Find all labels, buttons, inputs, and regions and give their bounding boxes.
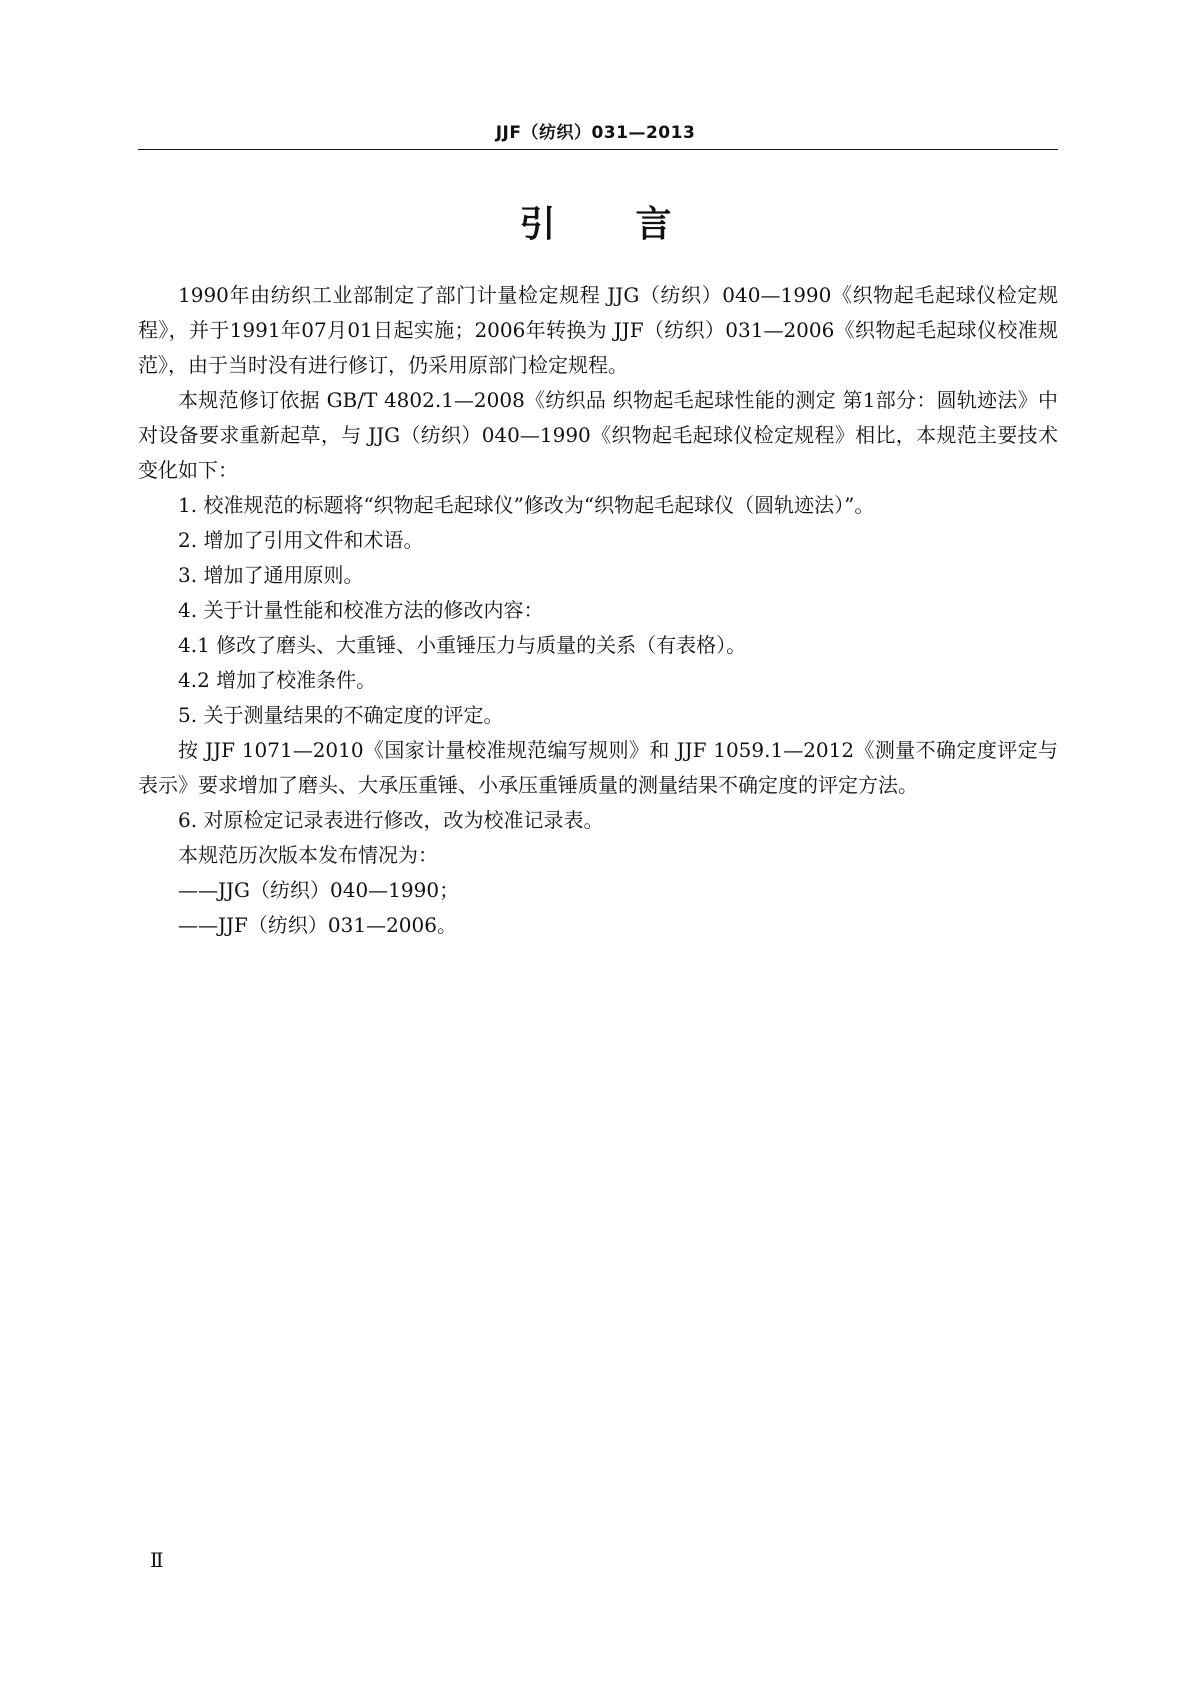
- page-number: Ⅱ: [150, 1548, 164, 1572]
- paragraph: 4.2 增加了校准条件。: [178, 668, 377, 692]
- paragraph: 本规范历次版本发布情况为：: [178, 843, 438, 867]
- list-item: ——JJF（纺织）031—2006。: [178, 913, 457, 937]
- paragraph: 本规范修订依据 GB/T 4802.1—2008《纺织品 织物起毛起球性能的测定 第1部分：圆轨迹法》中对设备要求重新起草，与 JJG（纺织）040—1990《织物起毛起球仪检定规程》相比，本规范主要技术变化如下：: [138, 388, 1058, 482]
- list-item: ——JJG（纺织）040—1990；: [178, 878, 460, 902]
- paragraph: 4.1 修改了磨头、大重锤、小重锤压力与质量的关系（有表格）。: [178, 633, 747, 657]
- paragraph: 4. 关于计量性能和校准方法的修改内容：: [178, 598, 544, 622]
- paragraph: 6. 对原检定记录表进行修改，改为校准记录表。: [178, 808, 604, 832]
- paragraph: 按 JJF 1071—2010《国家计量校准规范编写规则》和 JJF 1059.1—2012《测量不确定度评定与表示》要求增加了磨头、大承压重锤、小承压重锤质量的测量结果不确定度的评定方法。: [138, 738, 1058, 797]
- paragraph: 1990年由纺织工业部制定了部门计量检定规程 JJG（纺织）040—1990《织物起毛起球仪检定规程》，并于1991年07月01日起实施；2006年转换为 JJF（纺织）031—2006《织物起毛起球仪校准规范》，由于当时没有进行修订，仍采用原部门检定规程。: [138, 283, 1058, 377]
- running-header: JJF（纺织）031—2013: [495, 123, 696, 143]
- page-title: 引言: [519, 204, 752, 245]
- paragraph: 2. 增加了引用文件和术语。: [178, 528, 424, 552]
- header-rule: [138, 149, 1058, 150]
- body-text: [138, 278, 1058, 943]
- paragraph: 5. 关于测量结果的不确定度的评定。: [178, 703, 504, 727]
- paragraph: 1. 校准规范的标题将“织物起毛起球仪”修改为“织物起毛起球仪（圆轨迹法）”。: [178, 493, 875, 517]
- paragraph: 3. 增加了通用原则。: [178, 563, 364, 587]
